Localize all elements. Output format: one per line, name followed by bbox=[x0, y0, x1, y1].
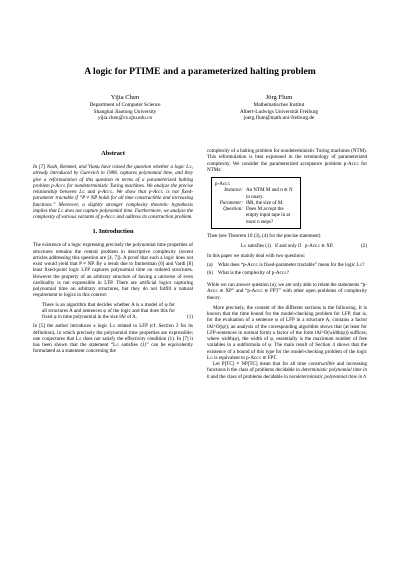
para6-text-start: Let P[TC] ≠ NP[TC] mean that for all time bbox=[213, 361, 309, 367]
right-paragraph-5: More precisely, the content of the different sections is the following. It is known that the time bound for the model-checking problem for LFP, that is, for the evaluation of a sentence φ of LFP in a structure A, contains a factor ‖A‖^O(|φ|); an analysis of the corresponding algorithm shows that (at least for LFP-sentences in normal form) a factor of the form ‖A‖^O(width(φ)) suffices, where width(φ), the width of φ, essentially is the maximum number of free variables in a subformula of φ. The main result of Section 4 shows that the existence of a bound of this type for the model-checking problem of the logic L≤ is equivalent to p-Acc≤ ∈ FPT. bbox=[207, 304, 367, 361]
para6-text-mid2: and the class of problems decidable in bbox=[209, 373, 290, 380]
main-equation bbox=[207, 243, 367, 249]
right-column bbox=[207, 148, 367, 380]
right-paragraph-4: While we can answer question (a), we are only able to relate the statements “p-Acc≤ ∈ XP” and “p-Acc≤ ∈ FPT” with other open problems of complexity theory. bbox=[207, 282, 367, 301]
author-name: Yijia Chen bbox=[110, 94, 140, 101]
right-paragraph-2: Then (see Theorem 10 (3), (4) for the precise statement) bbox=[207, 232, 321, 239]
author-block-1 bbox=[50, 93, 200, 122]
effectivity-condition-text: There is an algorithm that decides whether A is a model of φ for all structures A and sentences φ of the logic and that does this for fixed φ in time polynomial in the size ‖A‖ of A. bbox=[42, 301, 175, 320]
para6-italic-3: nondeterministic polynomial time in h bbox=[289, 373, 366, 380]
intro-paragraph-2: In [5] the author introduces a logic L≤ related to LFP (cf. Section 3 for its definition), in which precisely the polynomial time properties are expressible; one conjectures that L≤ does not satisfy the effectivity condition (1). In [7] it has been shown that the statement “L≤ satisfies (1)” can be equivalently formulated as a statement concerning the bbox=[33, 323, 193, 355]
author-block-2 bbox=[204, 93, 354, 122]
para6-italic-2: deterministic polynomial time in h bbox=[207, 367, 368, 380]
abstract-text: In [7] Nash, Remmel, and Vianu have raised the question whether a logic L≤, already introduced by Gurevich in 1988, captures polynomial time, and they give a reformulation of this question in terms of a parameterized halting problem p-Acc≤ for nondeterministic Turing machines. We analyze the precise relationship between L≤ and p-Acc≤. We show that p-Acc≤ is not fixed-parameter tractable if “P ≠ NP holds for all time constructible and increasing functions.” Moreover, a slightly stronger complexity theoretic hypothesis implies that L≤ does not capture polynomial time. Furthermore, we analyze the complexity of various variants of p-Acc≤ and address its construction problem. bbox=[33, 164, 193, 220]
instance-label: Instance: bbox=[224, 187, 243, 194]
effectivity-condition bbox=[42, 302, 193, 321]
para6-italic-1: constructible bbox=[308, 361, 335, 367]
right-paragraph-6 bbox=[207, 361, 367, 380]
instance-text: An NTM M and n ∈ N in unary. bbox=[246, 187, 293, 200]
main-equation-text: L≤ satisfies (1) if and only if p-Acc≤ ∈ XP. bbox=[240, 243, 334, 249]
equation-number: (2) bbox=[361, 243, 367, 249]
author-institution: Albert-Ludwigs Universität Freiburg bbox=[239, 108, 319, 115]
item-marker: (b) bbox=[207, 269, 213, 276]
author-email: joerg.flum@math.uni-freiburg.de bbox=[243, 115, 315, 122]
problem-definition-box bbox=[211, 177, 301, 229]
item-text: What does “p-Acc≤ is fixed-parameter tractable” mean for the logic L≤? bbox=[218, 261, 365, 268]
author-name: Jörg Flum bbox=[265, 94, 293, 101]
question-label: Question: bbox=[223, 206, 243, 212]
author-department: Department of Computer Science bbox=[89, 102, 161, 108]
parameter-label: Parameter: bbox=[219, 199, 243, 206]
left-column bbox=[33, 150, 193, 355]
right-paragraph-1: complexity of a halting problem for nondeterministic Turing machines (NTM). This reformulation is best expressed in the terminology of parameterized complexity. We consider the parameterized acceptance problem p-Acc≤ for NTMs: bbox=[207, 148, 367, 173]
parameter-text: ‖M‖, the size of M. bbox=[246, 199, 284, 206]
author-department: Mathematisches Institut bbox=[253, 102, 305, 108]
paper-title: A logic for PTIME and a parameterized halting problem bbox=[84, 66, 316, 77]
question-item-b bbox=[207, 270, 367, 276]
item-marker: (a) bbox=[207, 261, 213, 268]
introduction-heading: 1. Introduction bbox=[92, 228, 134, 236]
para6-text-mid: and increasing functions h the class of problems decidable in bbox=[207, 361, 367, 374]
abstract-heading: Abstract bbox=[101, 150, 125, 157]
right-paragraph-3: In this paper we mainly deal with two questions: bbox=[207, 253, 306, 260]
question-item-a bbox=[207, 262, 367, 268]
problem-name: p-Acc≤ bbox=[215, 181, 231, 187]
item-text: What is the complexity of p-Acc≤? bbox=[218, 269, 290, 276]
intro-paragraph-1: The existence of a logic expressing precisely the polynomial time properties of structures remains the central problem in descriptive complexity (recent articles addressing this question are [4, 7]). A proof that such a logic does not exist would yield that P ≠ NP. By a result due to Immerman [6] and Vardi [8] least fixed-point logic LFP captures polynomial time on ordered structures. However the property of an arbitrary structure of having a universe of even cardinality is not expressible in LFP. There are artificial logics capturing polynomial time on arbitrary structures, but they do not fulfill a natural requirement to logics in this context: bbox=[33, 242, 193, 299]
author-email: yijia.chen@cs.sjtu.edu.cn bbox=[97, 115, 153, 122]
question-text: Does M accept the empty input tape in at most n steps? bbox=[246, 206, 291, 225]
equation-number: (1) bbox=[187, 313, 193, 320]
author-institution: Shanghai Jiaotong University bbox=[93, 108, 157, 115]
